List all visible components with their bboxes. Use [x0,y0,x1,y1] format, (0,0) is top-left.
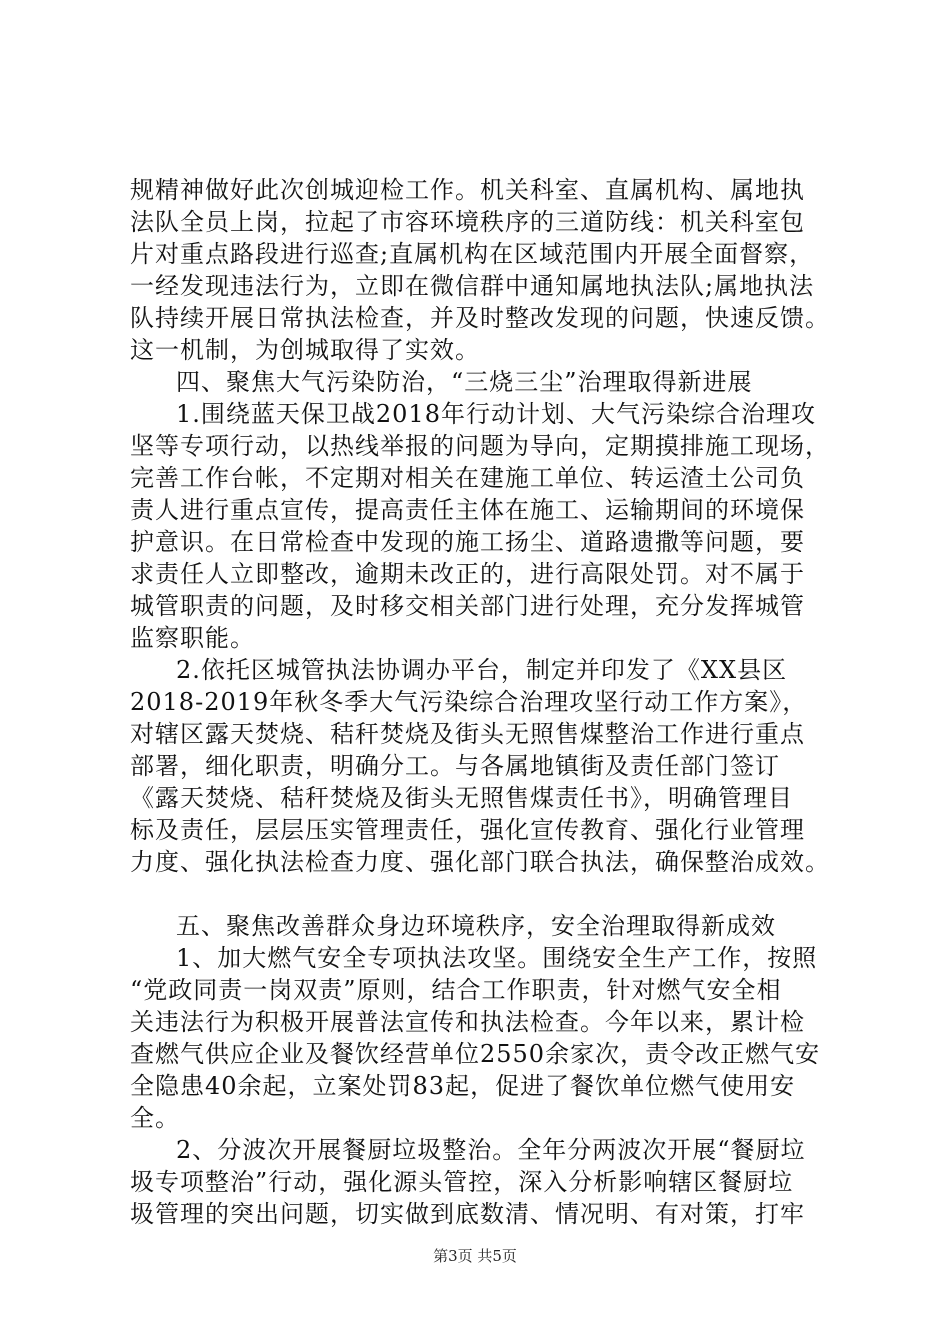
text-line: 责人进行重点宣传，提高责任主体在施工、运输期间的环境保 [130,496,805,524]
text-line: 查燃气供应企业及餐饮经营单位2550余家次，责令改正燃气安 [130,1040,821,1068]
text-line: 1、加大燃气安全专项执法攻坚。围绕安全生产工作，按照 [176,944,818,972]
text-line: 法队全员上岗，拉起了市容环境秩序的三道防线：机关科室包 [130,208,805,236]
text-line: 片对重点路段进行巡查;直属机构在区域范围内开展全面督察， [130,240,815,268]
text-line: 五、聚焦改善群众身边环境秩序，安全治理取得新成效 [176,912,776,940]
text-line: “党政同责一岗双责”原则，结合工作职责，针对燃气安全相 [130,976,782,1004]
text-line: 坚等专项行动，以热线举报的问题为导向，定期摸排施工现场， [130,432,830,460]
text-line: 标及责任，层层压实管理责任，强化宣传教育、强化行业管理 [130,816,805,844]
text-line: 力度、强化执法检查力度、强化部门联合执法，确保整治成效。 [130,848,830,876]
text-line: 2018-2019年秋冬季大气污染综合治理攻坚行动工作方案》， [130,688,808,716]
text-line: 全隐患40余起，立案处罚83起，促进了餐饮单位燃气使用安 [130,1072,796,1100]
text-line: 1.围绕蓝天保卫战2018年行动计划、大气污染综合治理攻 [176,400,816,428]
text-line: 全。 [130,1104,180,1132]
text-line: 护意识。在日常检查中发现的施工扬尘、道路遗撒等问题，要 [130,528,805,556]
text-line: 部署，细化职责，明确分工。与各属地镇街及责任部门签订 [130,752,780,780]
text-line: 对辖区露天焚烧、秸秆焚烧及街头无照售煤整治工作进行重点 [130,720,805,748]
text-line: 队持续开展日常执法检查，并及时整改发现的问题，快速反馈。 [130,304,830,332]
text-line: 2、分波次开展餐厨垃圾整治。全年分两波次开展“餐厨垃 [176,1136,806,1164]
text-line: 求责任人立即整改，逾期未改正的，进行高限处罚。对不属于 [130,560,805,588]
text-line: 2.依托区城管执法协调办平台，制定并印发了《XX县区 [176,656,788,684]
text-line: 监察职能。 [130,624,255,652]
text-line: 一经发现违法行为，立即在微信群中通知属地执法队;属地执法 [130,272,815,300]
text-line: 圾专项整治”行动，强化源头管控，深入分析影响辖区餐厨垃 [130,1168,794,1196]
page-footer: 第3页 共5页 [433,1247,517,1265]
text-line: 《露天焚烧、秸秆焚烧及街头无照售煤责任书》，明确管理目 [130,784,793,812]
text-line: 四、聚焦大气污染防治，“三烧三尘”治理取得新进展 [176,368,753,396]
text-line: 这一机制，为创城取得了实效。 [130,336,480,364]
text-line: 城管职责的问题，及时移交相关部门进行处理，充分发挥城管 [130,592,805,620]
text-line: 圾管理的突出问题，切实做到底数清、情况明、有对策，打牢 [130,1200,805,1228]
text-line: 关违法行为积极开展普法宣传和执法检查。今年以来，累计检 [130,1008,805,1036]
text-line: 完善工作台帐，不定期对相关在建施工单位、转运渣土公司负 [130,464,805,492]
text-line: 规精神做好此次创城迎检工作。机关科室、直属机构、属地执 [130,176,805,204]
